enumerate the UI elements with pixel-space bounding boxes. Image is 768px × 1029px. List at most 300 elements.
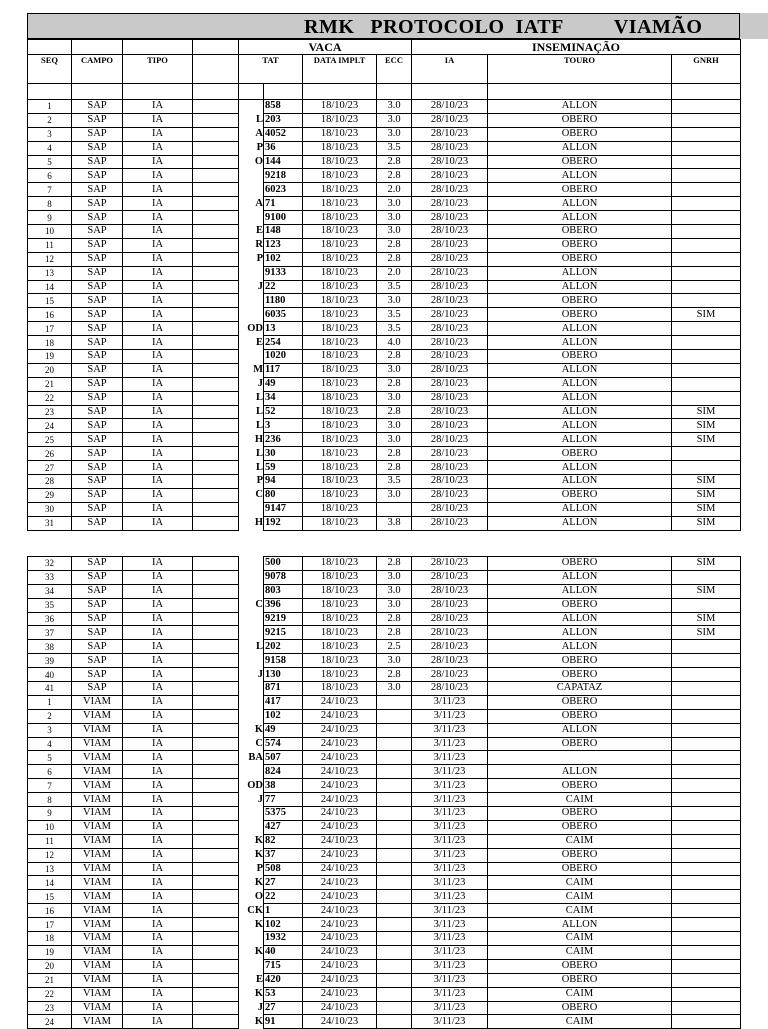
ecc-cell: 2.8 bbox=[377, 377, 412, 391]
blank-cell bbox=[193, 779, 239, 793]
gnrh-cell bbox=[672, 1001, 741, 1015]
seq-cell: 15 bbox=[28, 294, 72, 308]
tipo-cell: IA bbox=[123, 737, 193, 751]
tat-prefix-cell: K bbox=[254, 946, 263, 958]
data-implt-cell: 24/10/23 bbox=[303, 820, 377, 834]
data-implt-cell: 18/10/23 bbox=[303, 294, 377, 308]
data-implt-cell: 18/10/23 bbox=[303, 516, 377, 530]
gnrh-cell: SIM bbox=[672, 433, 741, 447]
ia-date-cell: 28/10/23 bbox=[412, 475, 488, 489]
seq-cell: 21 bbox=[28, 973, 72, 987]
table-row bbox=[28, 765, 741, 779]
tat-prefix-cell bbox=[239, 211, 264, 225]
tipo-cell: IA bbox=[123, 169, 193, 183]
seq-cell: 18 bbox=[28, 336, 72, 350]
data-implt-cell: 24/10/23 bbox=[303, 723, 377, 737]
campo-cell: SAP bbox=[72, 668, 123, 682]
seq-cell: 41 bbox=[28, 682, 72, 696]
tat-prefix-cell bbox=[239, 294, 264, 308]
tat-cell: 420 bbox=[264, 973, 303, 987]
seq-cell: 24 bbox=[28, 1015, 72, 1029]
table-row bbox=[28, 793, 741, 807]
tipo-cell: IA bbox=[123, 1015, 193, 1029]
blank-cell bbox=[193, 461, 239, 475]
data-implt-cell: 18/10/23 bbox=[303, 197, 377, 211]
seq-cell: 3 bbox=[28, 723, 72, 737]
tipo-cell: IA bbox=[123, 475, 193, 489]
spacer-row bbox=[28, 84, 741, 100]
touro-cell: ALLON bbox=[488, 640, 672, 654]
touro-cell: OBERO bbox=[488, 557, 672, 571]
ecc-cell bbox=[377, 1001, 412, 1015]
touro-cell: OBERO bbox=[488, 737, 672, 751]
tat-prefix-cell bbox=[239, 709, 264, 723]
blank-cell bbox=[193, 502, 239, 516]
data-implt-cell: 18/10/23 bbox=[303, 433, 377, 447]
tat-prefix-cell: L bbox=[255, 114, 263, 126]
touro-cell: OBERO bbox=[488, 862, 672, 876]
seq-cell: 17 bbox=[28, 322, 72, 336]
blank-cell bbox=[193, 709, 239, 723]
ecc-cell: 3.5 bbox=[377, 475, 412, 489]
ia-date-cell: 3/11/23 bbox=[412, 876, 488, 890]
blank-cell bbox=[193, 336, 239, 350]
gnrh-cell: SIM bbox=[672, 405, 741, 419]
data-implt-cell: 18/10/23 bbox=[303, 350, 377, 364]
campo-cell: SAP bbox=[72, 183, 123, 197]
ecc-cell: 4.0 bbox=[377, 336, 412, 350]
data-implt-cell: 18/10/23 bbox=[303, 405, 377, 419]
touro-cell: OBERO bbox=[488, 447, 672, 461]
campo-cell: SAP bbox=[72, 280, 123, 294]
tat-cell: 59 bbox=[264, 461, 303, 475]
touro-cell: CAIM bbox=[488, 945, 672, 959]
seq-cell: 2 bbox=[28, 709, 72, 723]
seq-cell: 37 bbox=[28, 626, 72, 640]
table-row bbox=[28, 751, 741, 765]
blank-cell bbox=[193, 141, 239, 155]
blank-cell bbox=[193, 862, 239, 876]
data-implt-cell: 24/10/23 bbox=[303, 904, 377, 918]
table-row bbox=[28, 904, 741, 918]
gnrh-cell: SIM bbox=[672, 419, 741, 433]
campo-cell: SAP bbox=[72, 350, 123, 364]
tat-cell: 4052 bbox=[264, 127, 303, 141]
ia-date-cell: 28/10/23 bbox=[412, 225, 488, 239]
tat-prefix-cell bbox=[239, 959, 264, 973]
campo-cell: VIAM bbox=[72, 737, 123, 751]
campo-cell: VIAM bbox=[72, 751, 123, 765]
tat-prefix-cell: K bbox=[254, 835, 263, 847]
seq-cell: 23 bbox=[28, 405, 72, 419]
tat-prefix-cell bbox=[239, 266, 264, 280]
campo-cell: VIAM bbox=[72, 973, 123, 987]
gnrh-cell bbox=[672, 723, 741, 737]
campo-cell: SAP bbox=[72, 197, 123, 211]
campo-cell: SAP bbox=[72, 557, 123, 571]
touro-cell: OBERO bbox=[488, 807, 672, 821]
seq-cell: 30 bbox=[28, 502, 72, 516]
touro-cell: ALLON bbox=[488, 502, 672, 516]
tat-cell: 1020 bbox=[264, 350, 303, 364]
seq-cell: 9 bbox=[28, 807, 72, 821]
gnrh-cell bbox=[672, 294, 741, 308]
campo-cell: VIAM bbox=[72, 932, 123, 946]
ia-date-cell: 28/10/23 bbox=[412, 570, 488, 584]
campo-cell: VIAM bbox=[72, 959, 123, 973]
ia-date-cell: 28/10/23 bbox=[412, 433, 488, 447]
data-implt-cell: 24/10/23 bbox=[303, 987, 377, 1001]
tipo-cell: IA bbox=[123, 862, 193, 876]
tipo-cell: IA bbox=[123, 779, 193, 793]
data-implt-cell: 18/10/23 bbox=[303, 640, 377, 654]
data-implt-cell: 18/10/23 bbox=[303, 100, 377, 114]
seq-cell: 15 bbox=[28, 890, 72, 904]
ia-date-cell: 3/11/23 bbox=[412, 807, 488, 821]
tat-prefix-cell: A bbox=[255, 128, 263, 140]
tat-cell: 71 bbox=[264, 197, 303, 211]
blank-cell bbox=[193, 475, 239, 489]
tat-prefix-cell: O bbox=[254, 156, 263, 167]
tat-cell: 38 bbox=[264, 779, 303, 793]
gnrh-cell bbox=[672, 225, 741, 239]
ia-date-cell: 28/10/23 bbox=[412, 654, 488, 668]
seq-cell: 10 bbox=[28, 820, 72, 834]
data-implt-cell: 24/10/23 bbox=[303, 876, 377, 890]
ia-date-cell: 28/10/23 bbox=[412, 626, 488, 640]
gnrh-cell bbox=[672, 959, 741, 973]
ecc-cell bbox=[377, 751, 412, 765]
gnrh-cell bbox=[672, 238, 741, 252]
ecc-cell: 2.8 bbox=[377, 626, 412, 640]
tipo-cell: IA bbox=[123, 141, 193, 155]
ia-date-cell: 28/10/23 bbox=[412, 668, 488, 682]
tat-cell: 9133 bbox=[264, 266, 303, 280]
ia-date-cell: 28/10/23 bbox=[412, 461, 488, 475]
blank-cell bbox=[193, 169, 239, 183]
seq-cell: 34 bbox=[28, 584, 72, 598]
table-row bbox=[28, 461, 741, 475]
campo-cell: SAP bbox=[72, 391, 123, 405]
tat-prefix-cell bbox=[239, 557, 264, 571]
ecc-cell: 3.0 bbox=[377, 570, 412, 584]
seq-cell: 8 bbox=[28, 197, 72, 211]
touro-cell: ALLON bbox=[488, 141, 672, 155]
ecc-cell: 2.8 bbox=[377, 252, 412, 266]
touro-cell: OBERO bbox=[488, 127, 672, 141]
touro-cell: OBERO bbox=[488, 252, 672, 266]
touro-cell: OBERO bbox=[488, 113, 672, 127]
data-implt-cell: 18/10/23 bbox=[303, 113, 377, 127]
blank-cell bbox=[193, 1001, 239, 1015]
data-implt-cell: 18/10/23 bbox=[303, 584, 377, 598]
campo-cell: VIAM bbox=[72, 695, 123, 709]
table-row bbox=[28, 820, 741, 834]
touro-cell: OBERO bbox=[488, 308, 672, 322]
tat-cell: 117 bbox=[264, 363, 303, 377]
ecc-cell bbox=[377, 890, 412, 904]
tat-prefix-cell bbox=[239, 682, 264, 696]
ecc-cell bbox=[377, 807, 412, 821]
blank-cell bbox=[193, 252, 239, 266]
tipo-cell: IA bbox=[123, 405, 193, 419]
campo-cell: SAP bbox=[72, 100, 123, 114]
gnrh-cell bbox=[672, 848, 741, 862]
touro-cell: ALLON bbox=[488, 626, 672, 640]
gnrh-cell bbox=[672, 765, 741, 779]
touro-header: TOURO bbox=[488, 55, 672, 84]
ecc-cell: 3.0 bbox=[377, 584, 412, 598]
gnrh-cell bbox=[672, 391, 741, 405]
tat-prefix-cell: J bbox=[257, 793, 263, 805]
seq-cell: 10 bbox=[28, 225, 72, 239]
table-row bbox=[28, 391, 741, 405]
tipo-cell: IA bbox=[123, 377, 193, 391]
ecc-cell: 3.0 bbox=[377, 391, 412, 405]
campo-cell: SAP bbox=[72, 405, 123, 419]
tat-prefix-cell: R bbox=[255, 239, 263, 251]
ia-date-cell: 3/11/23 bbox=[412, 945, 488, 959]
gnrh-cell: SIM bbox=[672, 557, 741, 571]
campo-cell: VIAM bbox=[72, 765, 123, 779]
table-row bbox=[28, 640, 741, 654]
seq-cell: 33 bbox=[28, 570, 72, 584]
tat-prefix-cell: C bbox=[255, 489, 263, 501]
tipo-cell: IA bbox=[123, 502, 193, 516]
data-implt-cell: 18/10/23 bbox=[303, 363, 377, 377]
ecc-cell: 3.5 bbox=[377, 322, 412, 336]
ia-date-cell: 28/10/23 bbox=[412, 350, 488, 364]
tat-prefix-cell bbox=[239, 695, 264, 709]
table-row bbox=[28, 155, 741, 169]
seq-cell: 18 bbox=[28, 932, 72, 946]
ecc-cell bbox=[377, 737, 412, 751]
data-implt-cell: 24/10/23 bbox=[303, 918, 377, 932]
tipo-header: TIPO bbox=[123, 55, 193, 84]
blank-cell bbox=[193, 488, 239, 502]
touro-cell: OBERO bbox=[488, 294, 672, 308]
ia-date-cell: 28/10/23 bbox=[412, 113, 488, 127]
tat-cell: 36 bbox=[264, 141, 303, 155]
tat-prefix-cell bbox=[239, 626, 264, 640]
tat-prefix-cell: L bbox=[255, 406, 263, 418]
data-implt-cell: 18/10/23 bbox=[303, 183, 377, 197]
gnrh-cell bbox=[672, 197, 741, 211]
seq-cell: 29 bbox=[28, 488, 72, 502]
page-title bbox=[304, 14, 768, 40]
blank-cell bbox=[193, 419, 239, 433]
ecc-cell: 2.8 bbox=[377, 238, 412, 252]
tat-prefix-cell bbox=[239, 502, 264, 516]
table-row bbox=[28, 516, 741, 530]
tipo-cell: IA bbox=[123, 682, 193, 696]
tat-cell: 9219 bbox=[264, 612, 303, 626]
gnrh-cell: SIM bbox=[672, 502, 741, 516]
table-row bbox=[28, 238, 741, 252]
campo-cell: VIAM bbox=[72, 848, 123, 862]
tipo-cell: IA bbox=[123, 225, 193, 239]
campo-cell: VIAM bbox=[72, 779, 123, 793]
tat-cell: 22 bbox=[264, 890, 303, 904]
tat-cell: 9158 bbox=[264, 654, 303, 668]
blank-cell bbox=[193, 280, 239, 294]
seq-cell: 7 bbox=[28, 183, 72, 197]
ecc-cell bbox=[377, 945, 412, 959]
ecc-cell bbox=[377, 904, 412, 918]
tat-cell: 91 bbox=[264, 1015, 303, 1029]
tipo-cell: IA bbox=[123, 695, 193, 709]
table-row bbox=[28, 682, 741, 696]
blank-cell bbox=[193, 350, 239, 364]
seq-cell: 6 bbox=[28, 169, 72, 183]
ia-date-cell: 28/10/23 bbox=[412, 155, 488, 169]
campo-cell: SAP bbox=[72, 127, 123, 141]
data-implt-cell: 18/10/23 bbox=[303, 475, 377, 489]
gnrh-cell bbox=[672, 751, 741, 765]
gnrh-cell bbox=[672, 793, 741, 807]
blank-cell bbox=[193, 598, 239, 612]
campo-cell: SAP bbox=[72, 516, 123, 530]
ia-header: IA bbox=[412, 55, 488, 84]
table-row bbox=[28, 100, 741, 114]
ecc-cell bbox=[377, 959, 412, 973]
tipo-cell: IA bbox=[123, 820, 193, 834]
tat-prefix-cell bbox=[239, 820, 264, 834]
data-implt-cell: 18/10/23 bbox=[303, 127, 377, 141]
tat-prefix-cell: E bbox=[255, 336, 263, 348]
campo-cell: SAP bbox=[72, 488, 123, 502]
data-implt-cell: 18/10/23 bbox=[303, 238, 377, 252]
tat-prefix-cell: K bbox=[254, 918, 263, 930]
touro-cell: CAIM bbox=[488, 876, 672, 890]
blank-cell bbox=[193, 932, 239, 946]
data-implt-cell: 18/10/23 bbox=[303, 488, 377, 502]
tat-cell: 102 bbox=[264, 252, 303, 266]
gnrh-cell bbox=[672, 820, 741, 834]
ecc-cell: 3.0 bbox=[377, 197, 412, 211]
tat-cell: 77 bbox=[264, 793, 303, 807]
ia-date-cell: 28/10/23 bbox=[412, 488, 488, 502]
table-row bbox=[28, 336, 741, 350]
ecc-cell bbox=[377, 987, 412, 1001]
touro-cell: ALLON bbox=[488, 197, 672, 211]
tat-cell: 40 bbox=[264, 945, 303, 959]
campo-cell: VIAM bbox=[72, 1001, 123, 1015]
ecc-cell bbox=[377, 918, 412, 932]
ecc-cell: 3.0 bbox=[377, 654, 412, 668]
title-box bbox=[27, 13, 740, 39]
tat-header: TAT bbox=[239, 55, 303, 84]
seq-cell: 23 bbox=[28, 1001, 72, 1015]
tat-prefix-cell bbox=[239, 807, 264, 821]
blank-cell bbox=[193, 308, 239, 322]
touro-cell: CAIM bbox=[488, 1015, 672, 1029]
touro-cell: OBERO bbox=[488, 668, 672, 682]
ia-date-cell: 28/10/23 bbox=[412, 183, 488, 197]
blank-cell bbox=[193, 751, 239, 765]
ecc-cell: 3.0 bbox=[377, 211, 412, 225]
touro-cell: CAIM bbox=[488, 834, 672, 848]
data-implt-cell: 18/10/23 bbox=[303, 252, 377, 266]
gnrh-cell bbox=[672, 363, 741, 377]
gnrh-cell bbox=[672, 987, 741, 1001]
table-row bbox=[28, 127, 741, 141]
campo-cell: SAP bbox=[72, 113, 123, 127]
ecc-cell: 3.5 bbox=[377, 280, 412, 294]
blank-cell bbox=[193, 834, 239, 848]
gnrh-cell bbox=[672, 862, 741, 876]
tat-cell: 6023 bbox=[264, 183, 303, 197]
table-row bbox=[28, 862, 741, 876]
data-implt-cell: 24/10/23 bbox=[303, 695, 377, 709]
table-row bbox=[28, 350, 741, 364]
tat-cell: 1180 bbox=[264, 294, 303, 308]
table-row bbox=[28, 294, 741, 308]
campo-cell: SAP bbox=[72, 598, 123, 612]
data-implt-cell: 18/10/23 bbox=[303, 419, 377, 433]
gnrh-cell bbox=[672, 183, 741, 197]
tat-cell: 148 bbox=[264, 225, 303, 239]
gnrh-cell bbox=[672, 1015, 741, 1029]
campo-cell: SAP bbox=[72, 461, 123, 475]
tat-cell: 49 bbox=[264, 377, 303, 391]
table-row bbox=[28, 502, 741, 516]
campo-cell: SAP bbox=[72, 336, 123, 350]
seq-cell: 13 bbox=[28, 266, 72, 280]
gnrh-cell bbox=[672, 127, 741, 141]
ecc-cell: 3.0 bbox=[377, 488, 412, 502]
tat-prefix-cell: L bbox=[255, 419, 263, 431]
seq-cell: 36 bbox=[28, 612, 72, 626]
ecc-cell bbox=[377, 502, 412, 516]
gnrh-cell: SIM bbox=[672, 612, 741, 626]
data-implt-cell: 24/10/23 bbox=[303, 793, 377, 807]
tat-cell: 203 bbox=[264, 113, 303, 127]
ia-date-cell: 3/11/23 bbox=[412, 820, 488, 834]
table-row bbox=[28, 169, 741, 183]
seq-cell: 12 bbox=[28, 848, 72, 862]
campo-cell: SAP bbox=[72, 377, 123, 391]
table-row bbox=[28, 405, 741, 419]
tat-cell: 236 bbox=[264, 433, 303, 447]
seq-cell: 28 bbox=[28, 475, 72, 489]
campo-cell: VIAM bbox=[72, 793, 123, 807]
tat-cell: 53 bbox=[264, 987, 303, 1001]
gnrh-cell bbox=[672, 876, 741, 890]
tat-cell: 22 bbox=[264, 280, 303, 294]
ecc-cell: 2.8 bbox=[377, 350, 412, 364]
tat-prefix-cell bbox=[239, 584, 264, 598]
seq-cell: 24 bbox=[28, 419, 72, 433]
table-row bbox=[28, 1001, 741, 1015]
protocol-table-page2 bbox=[27, 556, 741, 1029]
gnrh-cell bbox=[672, 252, 741, 266]
gnrh-cell bbox=[672, 211, 741, 225]
touro-cell bbox=[488, 751, 672, 765]
tipo-cell: IA bbox=[123, 945, 193, 959]
touro-cell: OBERO bbox=[488, 779, 672, 793]
table-row bbox=[28, 987, 741, 1001]
data-implt-cell: 24/10/23 bbox=[303, 709, 377, 723]
touro-cell: OBERO bbox=[488, 598, 672, 612]
tipo-cell: IA bbox=[123, 973, 193, 987]
gnrh-cell bbox=[672, 280, 741, 294]
blank-cell bbox=[193, 695, 239, 709]
tat-prefix-cell: J bbox=[257, 281, 263, 293]
ecc-cell: 3.0 bbox=[377, 100, 412, 114]
tat-prefix-cell bbox=[239, 350, 264, 364]
gnrh-cell bbox=[672, 570, 741, 584]
